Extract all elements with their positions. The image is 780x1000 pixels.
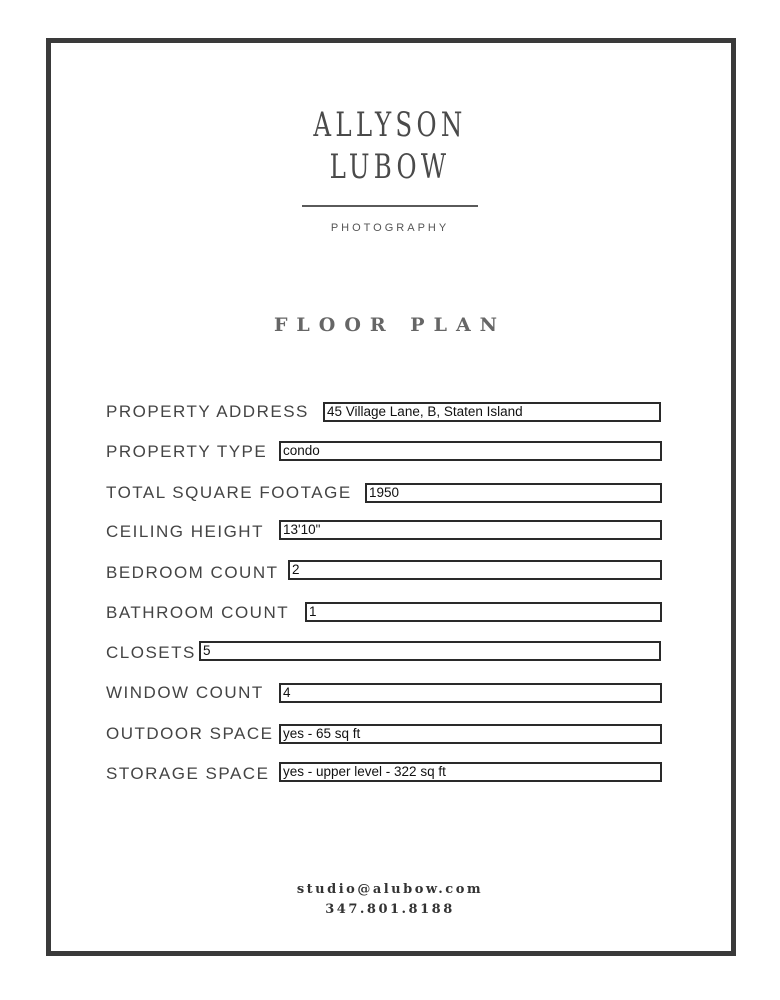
brand-logo [0,104,780,188]
page-title: FLOOR PLAN [273,314,507,336]
outdoor-space-field[interactable]: yes - 65 sq ft [279,724,662,744]
window-count-field[interactable]: 4 [279,683,662,703]
contact-phone[interactable]: 347.801.8188 [325,902,455,917]
total-square-footage-field[interactable]: 1950 [365,483,662,503]
outdoor-space-label: OUTDOOR SPACE [106,724,274,743]
bedroom-count-field[interactable]: 2 [288,560,662,580]
bathroom-count-field[interactable]: 1 [305,602,662,622]
brand-divider [302,205,478,207]
storage-space-field[interactable]: yes - upper level - 322 sq ft [279,762,662,782]
bedroom-count-label: BEDROOM COUNT [106,563,279,582]
brand-name-line2: LUBOW [329,147,451,187]
contact-email[interactable]: studio@alubow.com [296,882,484,897]
total-square-footage-label: TOTAL SQUARE FOOTAGE [106,483,352,502]
closets-label: CLOSETS [106,643,196,662]
ceiling-height-label: CEILING HEIGHT [106,522,264,541]
ceiling-height-field[interactable]: 13'10" [279,520,662,540]
property-type-field[interactable]: condo [279,441,662,461]
property-address-field[interactable]: 45 Village Lane, B, Staten Island [323,402,661,422]
window-count-label: WINDOW COUNT [106,683,264,702]
property-type-label: PROPERTY TYPE [106,442,268,461]
property-address-label: PROPERTY ADDRESS [106,402,309,421]
closets-field[interactable]: 5 [199,641,661,661]
brand-subtitle: PHOTOGRAPHY [330,222,450,234]
brand-name-line1: ALLYSON [313,105,467,145]
bathroom-count-label: BATHROOM COUNT [106,603,290,622]
storage-space-label: STORAGE SPACE [106,764,270,783]
